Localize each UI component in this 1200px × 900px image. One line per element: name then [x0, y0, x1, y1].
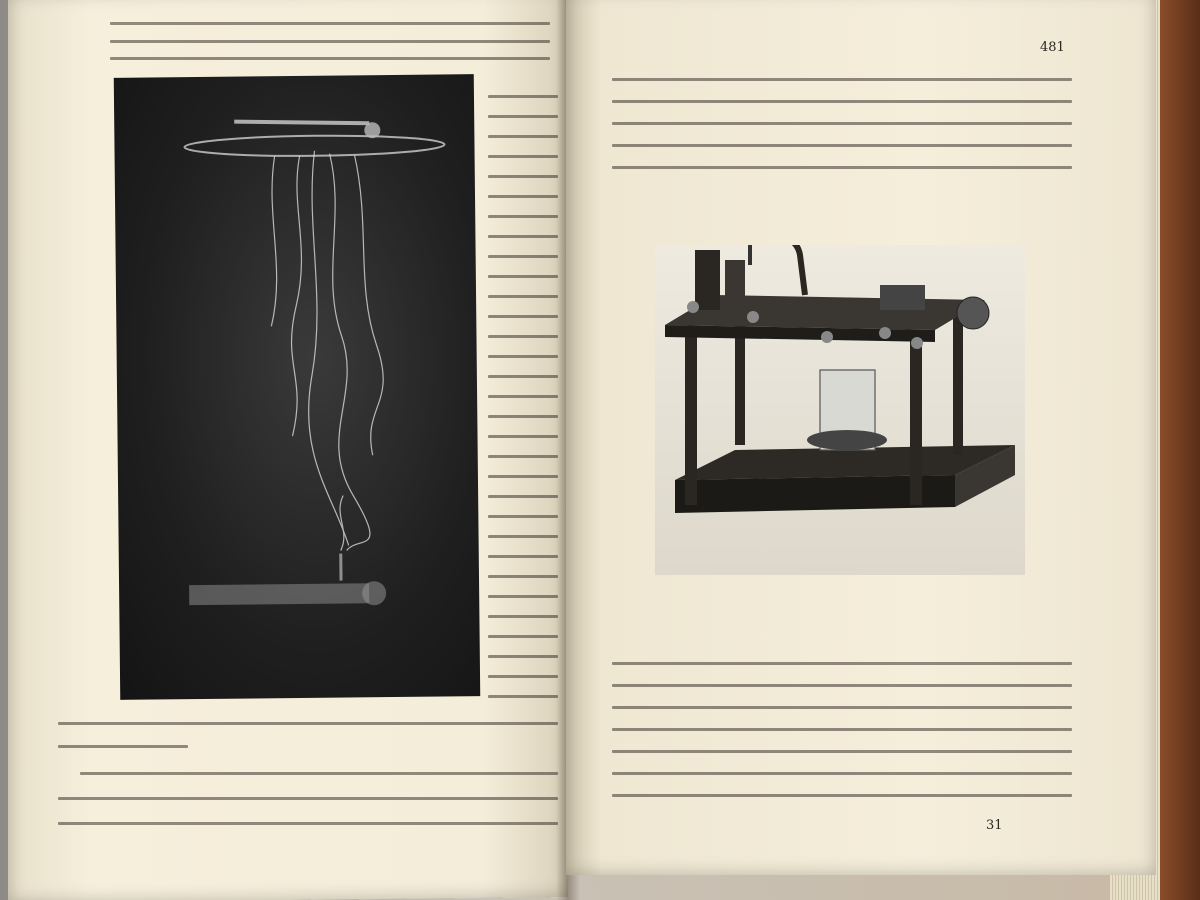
apparatus-illustration	[655, 245, 1025, 575]
vertical-figure-caption	[86, 130, 126, 600]
text-line	[612, 122, 1072, 125]
text-line	[488, 275, 558, 278]
text-line	[612, 144, 1072, 147]
text-line	[488, 175, 558, 178]
text-line	[612, 706, 1072, 709]
text-line	[612, 772, 1072, 775]
text-line	[488, 195, 558, 198]
mercury-interrupter-engraving	[655, 245, 1025, 575]
text-line	[58, 797, 558, 800]
text-line	[488, 595, 558, 598]
text-line	[612, 728, 1072, 731]
text-line	[58, 722, 558, 725]
text-line	[488, 615, 558, 618]
text-line	[488, 115, 558, 118]
text-line	[488, 375, 558, 378]
text-line	[488, 675, 558, 678]
text-line	[58, 822, 558, 825]
text-line	[488, 135, 558, 138]
text-line	[58, 745, 188, 748]
text-line	[488, 215, 558, 218]
text-line	[80, 772, 558, 775]
text-line	[488, 395, 558, 398]
text-line	[488, 515, 558, 518]
text-line	[488, 235, 558, 238]
text-line	[488, 495, 558, 498]
spark-discharge-illustration	[114, 74, 480, 700]
text-line	[488, 315, 558, 318]
page-number: 481	[1040, 40, 1065, 55]
text-line	[488, 695, 558, 698]
text-line	[612, 684, 1072, 687]
text-line	[612, 100, 1072, 103]
text-line	[110, 22, 550, 25]
text-line	[488, 355, 558, 358]
footer-sheet-number: 31	[986, 818, 1003, 833]
text-line	[612, 166, 1072, 169]
text-line	[488, 155, 558, 158]
text-line	[612, 750, 1072, 753]
text-line	[488, 475, 558, 478]
text-line	[488, 95, 558, 98]
text-line	[488, 335, 558, 338]
text-line	[488, 555, 558, 558]
spark-discharge-plate	[114, 74, 480, 700]
text-line	[612, 78, 1072, 81]
text-line	[488, 455, 558, 458]
text-line	[110, 57, 550, 60]
text-line	[612, 662, 1072, 665]
text-line	[488, 435, 558, 438]
text-line	[488, 415, 558, 418]
text-line	[488, 635, 558, 638]
text-line	[110, 40, 550, 43]
text-line	[488, 295, 558, 298]
text-line	[488, 575, 558, 578]
text-line	[612, 794, 1072, 797]
text-line	[488, 655, 558, 658]
text-line	[488, 535, 558, 538]
text-line	[488, 255, 558, 258]
